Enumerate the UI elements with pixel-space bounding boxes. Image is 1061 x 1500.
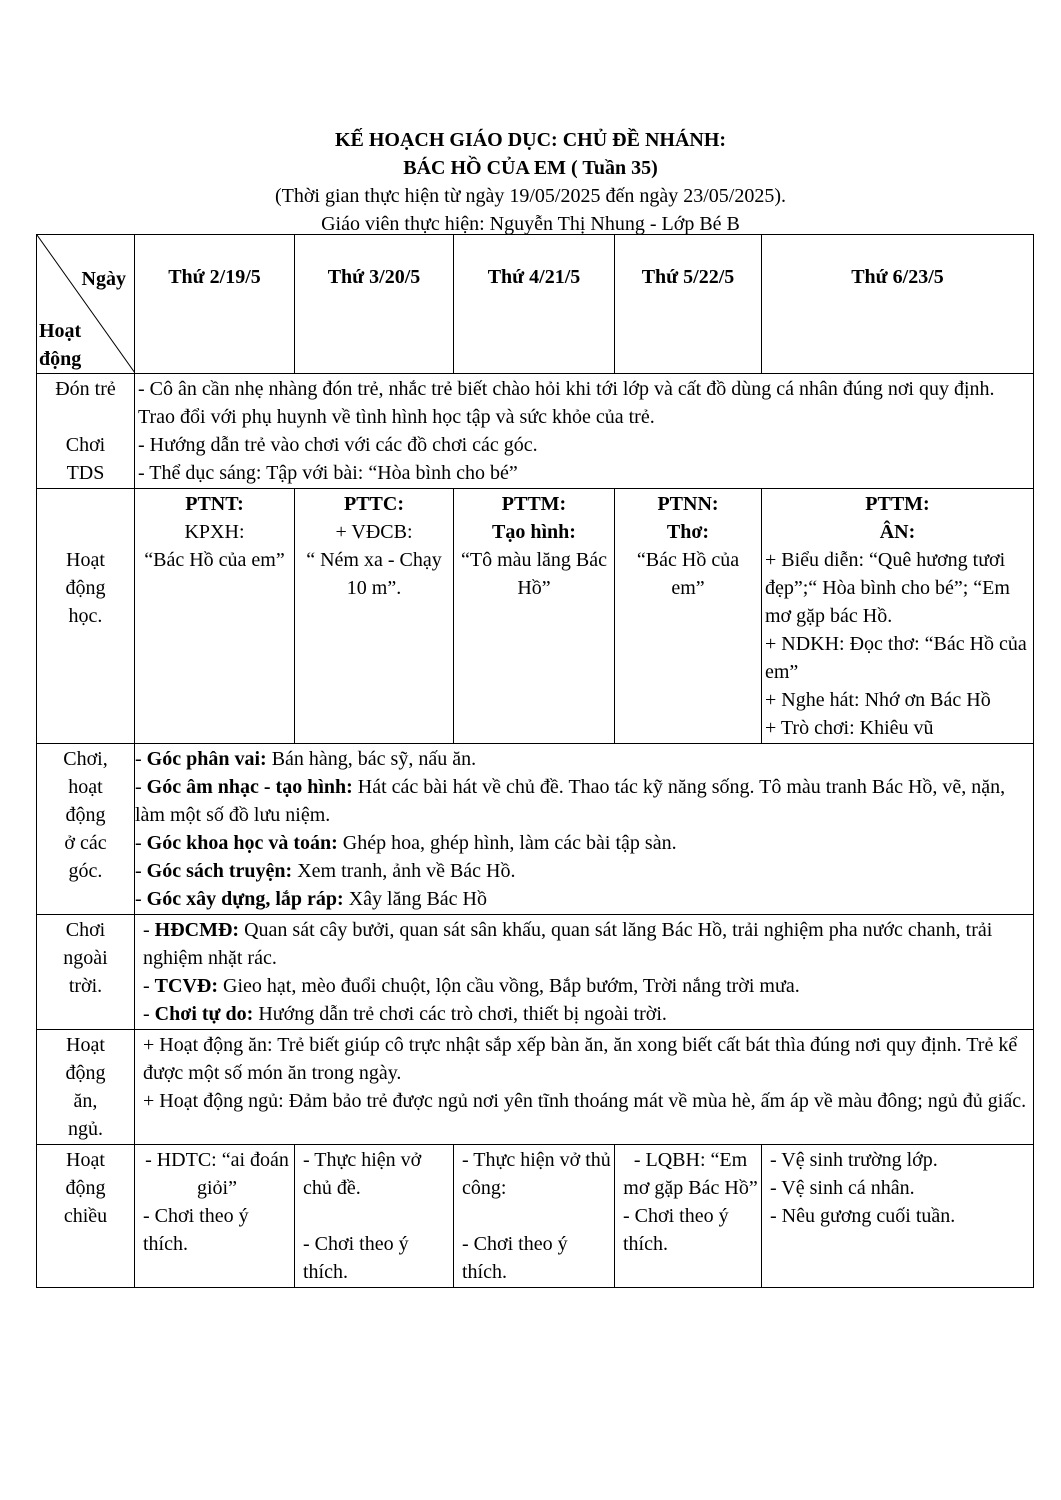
- corner-activity-label: Hoạt động: [39, 320, 82, 370]
- table-header-row: [37, 235, 1034, 374]
- corner-day-label: Ngày: [81, 268, 126, 290]
- plan-title: KẾ HOẠCH GIÁO DỤC: CHỦ ĐỀ NHÁNH:: [334, 129, 727, 151]
- an-ngu-content: + Hoạt động ăn: Trẻ biết giúp cô trực nhật sắp xếp bàn ăn, ăn xong biết cất bát thìa đúng nơi quy định. Trẻ kể được một số món ăn trong ngày. + Hoạt động ngủ: Đảm bảo trẻ được ngủ nơi yên tĩnh thoáng mát về mùa hè, ấm áp về màu đông; ngủ đủ giấc.: [135, 1030, 1034, 1145]
- lesson-mon: PTNT: KPXH: “Bác Hồ của em”: [135, 489, 295, 744]
- plan-period: (Thời gian thực hiện từ ngày 19/05/2025 đến ngày 23/05/2025).: [274, 185, 787, 207]
- row-label-hoat-dong-hoc: Hoạt động học.: [37, 489, 135, 744]
- corner-cell: [37, 235, 135, 374]
- afternoon-thu: - LQBH: “Em mơ gặp Bác Hồ” - Chơi theo ý thích.: [615, 1145, 762, 1288]
- weekly-plan-table: [36, 234, 1034, 1288]
- day-header-thu: Thứ 5/22/5: [615, 235, 762, 374]
- lesson-tue: PTTC: + VĐCB: “ Ném xa - Chạy 10 m”.: [295, 489, 454, 744]
- row-label-an-ngu: Hoạt động ăn, ngủ.: [37, 1030, 135, 1145]
- table-row-choi-goc: [37, 744, 1034, 915]
- afternoon-wed: - Thực hiện vở thủ công: - Chơi theo ý thích.: [454, 1145, 615, 1288]
- day-header-fri: Thứ 6/23/5: [762, 235, 1034, 374]
- afternoon-tue: - Thực hiện vở chủ đề. - Chơi theo ý thích.: [295, 1145, 454, 1288]
- table-row-don-tre: [37, 374, 1034, 489]
- lesson-thu: PTNN: Thơ: “Bác Hồ của em”: [615, 489, 762, 744]
- ngoai-troi-content: - HĐCMĐ: Quan sát cây bưởi, quan sát sân khấu, quan sát lăng Bác Hồ, trải nghiệm pha nước chanh, trải nghiệm nhặt rác. - TCVĐ: Gieo hạt, mèo đuổi chuột, lộn cầu vồng, Bắp bướm, Trời nắng trời mưa. - Chơi tự do: Hướng dẫn trẻ chơi các trò chơi, thiết bị ngoài trời.: [135, 915, 1034, 1030]
- table-row-ngoai-troi: [37, 915, 1034, 1030]
- row-label-choi-goc: Chơi, hoạt động ở các góc.: [37, 744, 135, 915]
- table-row-chieu: [37, 1145, 1034, 1288]
- row-label-don-tre: Đón trẻ Chơi TDS: [37, 374, 135, 489]
- table-row-hoat-dong-hoc: [37, 489, 1034, 744]
- don-tre-content: - Cô ân cần nhẹ nhàng đón trẻ, nhắc trẻ biết chào hỏi khi tới lớp và cất đồ dùng cá nhân đúng nơi quy định. Trao đổi với phụ huynh về tình hình học tập và sức khỏe của trẻ. - Hướng dẫn trẻ vào chơi với các đồ chơi các góc. - Thể dục sáng: Tập với bài: “Hòa bình cho bé”: [135, 374, 1034, 489]
- plan-subtitle: BÁC HỒ CỦA EM ( Tuần 35): [403, 157, 658, 179]
- row-label-ngoai-troi: Chơi ngoài trời.: [37, 915, 135, 1030]
- plan-teacher: Giáo viên thực hiện: Nguyễn Thị Nhung - Lớp Bé B: [321, 213, 740, 235]
- table-row-an-ngu: [37, 1030, 1034, 1145]
- day-header-wed: Thứ 4/21/5: [454, 235, 615, 374]
- lesson-wed: PTTM: Tạo hình: “Tô màu lăng Bác Hồ”: [454, 489, 615, 744]
- document-header: [0, 126, 1061, 238]
- day-header-tue: Thứ 3/20/5: [295, 235, 454, 374]
- afternoon-mon: - HDTC: “ai đoán giỏi” - Chơi theo ý thích.: [135, 1145, 295, 1288]
- day-header-mon: Thứ 2/19/5: [135, 235, 295, 374]
- afternoon-fri: - Vệ sinh trường lớp. - Vệ sinh cá nhân. - Nêu gương cuối tuần.: [762, 1145, 1034, 1288]
- lesson-fri: PTTM: ÂN: + Biểu diễn: “Quê hương tươi đẹp”;“ Hòa bình cho bé”; “Em mơ gặp bác Hồ. + NDKH: Đọc thơ: “Bác Hồ của em” + Nghe hát: Nhớ ơn Bác Hồ + Trò chơi: Khiêu vũ: [762, 489, 1034, 744]
- choi-goc-content: - Góc phân vai: Bán hàng, bác sỹ, nấu ăn. - Góc âm nhạc - tạo hình: Hát các bài hát về chủ đề. Thao tác kỹ năng sống. Tô màu tranh Bác Hồ, vẽ, nặn, làm một số đồ lưu niệm. - Góc khoa học và toán: Ghép hoa, ghép hình, làm các bài tập sàn. - Góc sách truyện: Xem tranh, ảnh về Bác Hồ. - Góc xây dựng, lắp ráp: Xây lăng Bác Hồ: [135, 744, 1034, 915]
- row-label-chieu: Hoạt động chiều: [37, 1145, 135, 1288]
